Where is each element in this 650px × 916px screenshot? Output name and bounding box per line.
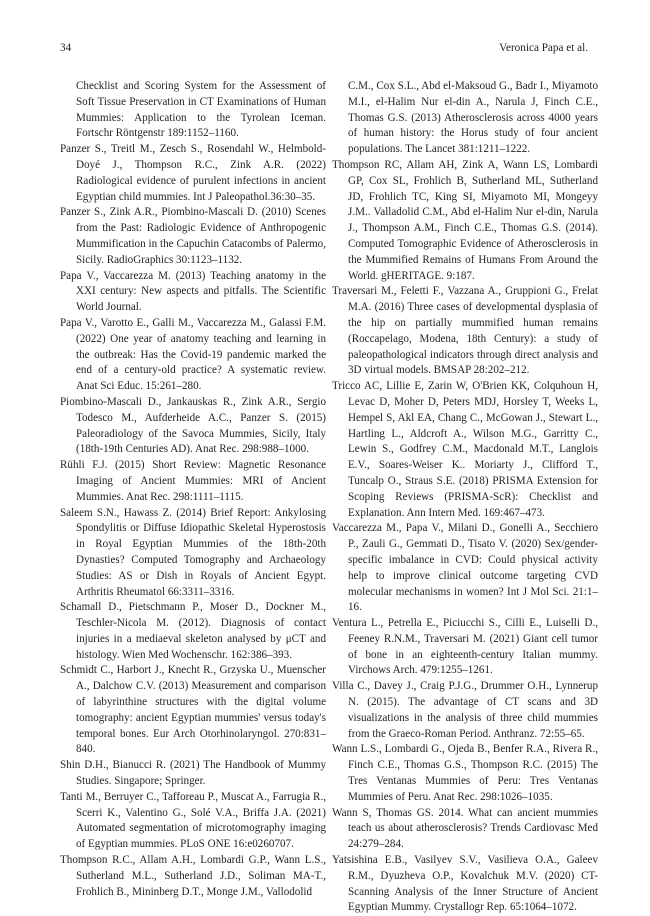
reference-entry: Schmidt C., Harbort J., Knecht R., Grzyska U., Muenscher A., Dalchow C.V. (2013) Measurement and comparison of labyrinthine structures with the digital volume tomography: ancient Egyptian mummies' versus today's temporal bones. Eur Arch Otorhinolaryngol. 270:831–840. [60,664,326,756]
reference-entry: Schamall D., Pietschmann P., Moser D., Dockner M., Teschler-Nicola M. (2012). Diagnosis of contact injuries in a mediaeval skeleton analysed by μCT and histology. Wien Med Wochenschr. 162:386–393. [60,601,326,661]
page-number: 34 [60,42,72,54]
references-left-column [60,79,326,900]
reference-entry: Vaccarezza M., Papa V., Milani D., Gonelli A., Secchiero P., Zauli G., Gemmati D., Tisato V. (2020) Sex/gender-specific imbalance in CVD: Could physical activity help to improve clinical outcome targeting CVD molecular mechanisms in women? Int J Mol Sci. 21:1–16. [332,522,598,614]
reference-entry: Panzer S., Zink A.R., Piombino-Mascali D. (2010) Scenes from the Past: Radiologic Evidence of Anthropogenic Mummification in the Capuchin Catacombs of Palermo, Sicily. RadioGraphics 30:1123–1132. [60,206,326,266]
references-right-column [332,79,598,916]
reference-entry: Shin D.H., Bianucci R. (2021) The Handbook of Mummy Studies. Singapore; Springer. [60,759,326,788]
page-header [60,40,588,56]
reference-entry: Traversari M., Feletti F., Vazzana A., Gruppioni G., Frelat M.A. (2016) Three cases of developmental dysplasia of the hip on partially mummified human remains (Roccapelago, Modena, 18th Century): a study of paleopathological indicators through direct analysis and 3D virtual models. BMSAP 28:202–212. [332,285,598,377]
reference-entry: Ventura L., Petrella E., Piciucchi S., Cilli E., Luiselli D., Feeney R.N.M., Traversari M. (2021) Giant cell tumor of bone in an eighteenth-century Italian mummy. Virchows Arch. 479:1255–1261. [332,617,598,677]
reference-entry: Saleem S.N., Hawass Z. (2014) Brief Report: Ankylosing Spondylitis or Diffuse Idiopathic Skeletal Hyperostosis in Royal Egyptian Mummies of the 18th-20th Dynasties? Computed Tomography and Archaeology Studies: AS or Dish in Royals of Ancient Egypt. Arthritis Rheumatol 66:3311–3316. [60,506,326,598]
reference-entry: Rühli F.J. (2015) Short Review: Magnetic Resonance Imaging of Ancient Mummies: MRI of Ancient Mummies. Anat Rec. 298:1111–1115. [60,459,326,503]
reference-entry: Tanti M., Berruyer C., Tafforeau P., Muscat A., Farrugia R., Scerri K., Valentino G., Solé V.A., Briffa J.A. (2021) Automated segmentation of microtomography imaging of Egyptian mummies. PLoS ONE 16:e0260707. [60,790,326,851]
running-head: Veronica Papa et al. [499,42,588,54]
reference-entry: Tricco AC, Lillie E, Zarin W, O'Brien KK, Colquhoun H, Levac D, Moher D, Peters MDJ, Horsley T, Weeks L, Hempel S, Akl EA, Chang C., McGowan J., Stewart L., Hartling L., Aldcroft A., Wilson M.G., Garritty C., Lewin S., Godfrey C.M., Macdonald M.T., Langlois E.V., Soares-Weiser K.. Moriarty J., Clifford T., Tuncalp O., Straus S.E. (2018) PRISMA Extension for Scoping Reviews (PRISMA-ScR): Checklist and Explanation. Ann Intern Med. 169:467–473. [332,380,598,519]
reference-entry: Thompson R.C., Allam A.H., Lombardi G.P., Wann L.S., Sutherland M.L., Sutherland J.D., Soliman MA-T., Frohlich B., Mininberg D.T., Monge J.M., Vallodolid [60,854,326,898]
reference-entry: Panzer S., Treitl M., Zesch S., Rosendahl W., Helmbold-Doyé J., Thompson R.C., Zink A.R. (2022) Radiological evidence of purulent infections in ancient Egyptian child mummies. Int J Paleopathol.36:30–35. [60,143,326,203]
reference-entry: Papa V., Vaccarezza M. (2013) Teaching anatomy in the XXI century: New aspects and pitfalls. The Scientific World Journal. [60,269,326,314]
reference-entry: Papa V., Varotto E., Galli M., Vaccarezza M., Galassi F.M. (2022) One year of anatomy teaching and learning in the outbreak: Has the Covid-19 pandemic marked the end of a century-old practice? A systematic review. Anat Sci Educ. 15:261–280. [60,316,326,393]
reference-entry: Yatsishina E.B., Vasilyev S.V., Vasilieva O.A., Galeev R.M., Dyuzheva O.P., Kovalchuk M.V. (2020) CT-Scanning Analysis of the Inner Structure of Ancient Egyptian Mummy. Crystallogr Rep. 65:1064–1072. [332,854,598,914]
reference-entry: Wann L.S., Lombardi G., Ojeda B., Benfer R.A., Rivera R., Finch C.E., Thomas G.S., Thompson R.C. (2015) The Tres Ventanas Mummies of Peru: Tres Ventanas Mummies of Peru. Anat Rec. 298:1026–1035. [332,743,598,803]
reference-entry: Wann S, Thomas GS. 2014. What can ancient mummies teach us about atherosclerosis? Trends Cardiovasc Med 24:279–284. [332,806,598,851]
reference-entry: Villa C., Davey J., Craig P.J.G., Drummer O.H., Lynnerup N. (2015). The advantage of CT scans and 3D visualizations in the analysis of three child mummies from the Graeco-Roman Period. Anthranz. 72:55–65. [332,680,598,740]
reference-entry: Thompson RC, Allam AH, Zink A, Wann LS, Lombardi GP, Cox SL, Frohlich B, Sutherland ML, Sutherland JD, Frohlich TC, King SI, Miyamoto MI, Mongeyy J.M.. Valladolid C.M., Abd el-Halim Nur el-din, Narula J., Thompson A.M., Finch C.E., Thomas G.S. (2014). Computed Tomographic Evidence of Atherosclerosis in the Mummified Remains of Humans From Around the World. gHERITAGE. 9:187. [332,158,598,282]
reference-entry: C.M., Cox S.L., Abd el-Maksoud G., Badr I., Miyamoto M.I., el-Halim Nur el-din A., Narula J, Finch C.E., Thomas G.S. (2013) Atherosclerosis across 4000 years of human history: the Horus study of four ancient populations. The Lancet 381:1211–1222. [348,80,598,156]
reference-entry: Piombino-Mascali D., Jankauskas R., Zink A.R., Sergio Todesco M., Aufderheide A.C., Panzer S. (2015) Paleoradiology of the Savoca Mummies, Sicily, Italy (18th-19th Centuries AD). Anat Rec. 298:988–1000. [60,395,326,456]
reference-entry: Checklist and Scoring System for the Assessment of Soft Tissue Preservation in CT Examinations of Human Mummies: Application to the Tyrolean Iceman. Fortschr Röntgenstr 189:1152–1160. [76,80,326,140]
